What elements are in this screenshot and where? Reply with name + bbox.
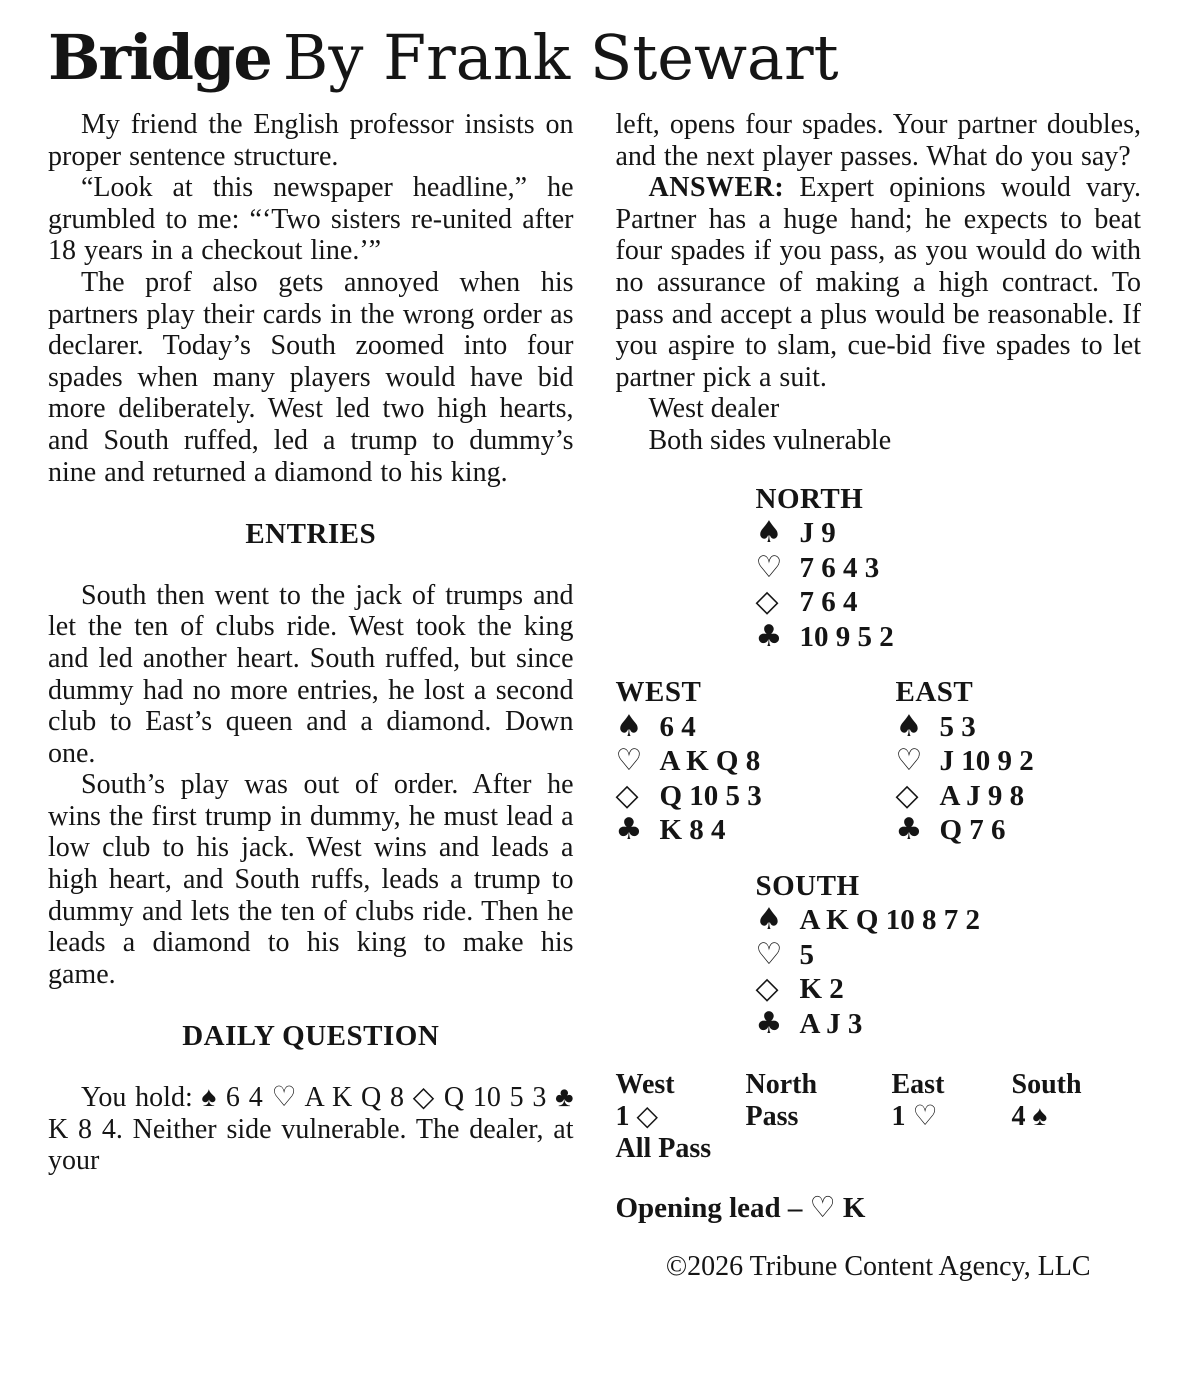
hand-east bbox=[896, 676, 1142, 848]
hand-south-hearts bbox=[756, 938, 1142, 973]
hand-south-spades bbox=[756, 903, 1142, 938]
cards: 5 3 bbox=[939, 710, 976, 743]
auction-header-south: South bbox=[1011, 1069, 1082, 1101]
hand-north bbox=[756, 483, 1142, 655]
diamond-icon: ◇ bbox=[755, 971, 779, 1007]
paragraph-intro-3: The prof also gets annoyed when his partners play their cards in the wrong order as declarer. Today’s South zoomed into four spades when many players would have bid more deliberately. West led two high hearts, and South ruffed, led a trump to dummy’s nine and returned a diamond to his king. bbox=[48, 266, 574, 488]
heart-icon: ♡ bbox=[755, 549, 783, 585]
masthead bbox=[48, 22, 1141, 95]
hand-north-diamonds bbox=[756, 585, 1142, 620]
hand-south-title: SOUTH bbox=[755, 869, 860, 902]
cards: A K Q 8 bbox=[659, 745, 761, 778]
column-title: Bridge bbox=[48, 21, 271, 94]
cards: J 9 bbox=[799, 517, 836, 550]
cards: K 2 bbox=[799, 973, 844, 1006]
opening-lead-line: Opening lead – ♡ K bbox=[615, 1192, 866, 1225]
paragraph-entries-1: South then went to the jack of trumps and let the ten of clubs ride. West took the king and led another heart. South ruffed, but since dummy had no more entries, he lost a second club to East’s queen and a diamond. Down one. bbox=[48, 579, 574, 769]
hand-east-title: EAST bbox=[895, 676, 974, 709]
hand-south-clubs bbox=[756, 1007, 1142, 1042]
hand-north-title: NORTH bbox=[755, 482, 864, 515]
hand-west bbox=[616, 676, 896, 848]
cards: 5 bbox=[799, 938, 814, 971]
hand-north-clubs bbox=[756, 620, 1142, 655]
paragraph-question-continued: left, opens four spades. Your partner doubles, and the next player passes. What do you say? bbox=[615, 109, 1141, 172]
auction-table bbox=[616, 1069, 1142, 1165]
diamond-icon: ◇ bbox=[755, 584, 779, 620]
answer-label: ANSWER: bbox=[648, 172, 785, 204]
deal-diagram bbox=[616, 483, 1142, 1042]
cards: 7 6 4 bbox=[799, 586, 858, 619]
daily-question-heading: DAILY QUESTION bbox=[182, 1020, 440, 1053]
paragraph-intro-1: My friend the English professor insists on proper sentence structure. bbox=[48, 109, 574, 172]
hand-north-hearts bbox=[756, 551, 1142, 586]
bid-south: 4 ♠ bbox=[1011, 1101, 1048, 1133]
spade-icon: ♠ bbox=[755, 515, 783, 551]
bid-north: Pass bbox=[745, 1101, 799, 1133]
diamond-icon: ◇ bbox=[615, 777, 639, 813]
club-icon: ♣ bbox=[615, 812, 643, 848]
paragraph-answer bbox=[616, 172, 1142, 393]
entries-heading: ENTRIES bbox=[245, 518, 377, 551]
cards: Q 7 6 bbox=[939, 814, 1006, 847]
heart-icon: ♡ bbox=[895, 743, 923, 779]
paragraph-entries-2: South’s play was out of order. After he wins the first trump in dummy, he must lead a low club to his jack. West wins and leads a high heart, and South ruffs, leads a trump to dummy and lets the ten of clubs ride. Then he leads a diamond to his king to make his game. bbox=[48, 769, 574, 990]
bid-east: 1 ♡ bbox=[891, 1101, 938, 1133]
auction-header-north: North bbox=[745, 1069, 818, 1101]
spade-icon: ♠ bbox=[755, 902, 783, 938]
column-byline: By Frank Stewart bbox=[282, 21, 839, 94]
hand-west-clubs bbox=[616, 813, 896, 848]
right-column bbox=[616, 109, 1142, 1282]
hand-east-clubs bbox=[896, 813, 1142, 848]
cards: K 8 4 bbox=[659, 814, 726, 847]
hand-west-spades bbox=[616, 710, 896, 745]
paragraph-intro-2: “Look at this newspaper headline,” he grumbled to me: “‘Two sisters re-united after 18 years in a checkout line.’” bbox=[48, 172, 574, 267]
auction-header-east: East bbox=[891, 1069, 945, 1101]
hands-west-east-row bbox=[616, 676, 1142, 848]
spade-icon: ♠ bbox=[895, 708, 923, 744]
heart-icon: ♡ bbox=[615, 743, 643, 779]
vulnerable-line: Both sides vulnerable bbox=[648, 424, 892, 456]
cards: 7 6 4 3 bbox=[799, 551, 880, 584]
club-icon: ♣ bbox=[755, 618, 783, 654]
spade-icon: ♠ bbox=[615, 708, 643, 744]
cards: Q 10 5 3 bbox=[659, 779, 762, 812]
hand-east-diamonds bbox=[896, 779, 1142, 814]
bid-west: 1 ◇ bbox=[615, 1101, 659, 1133]
cards: A J 3 bbox=[799, 1007, 863, 1040]
cards: A K Q 10 8 7 2 bbox=[799, 904, 980, 937]
cards: 6 4 bbox=[659, 710, 696, 743]
cards: A J 9 8 bbox=[939, 779, 1025, 812]
hand-north-spades bbox=[756, 516, 1142, 551]
heart-icon: ♡ bbox=[755, 936, 783, 972]
left-column bbox=[48, 109, 574, 1282]
hand-south bbox=[756, 870, 1142, 1042]
hand-south-diamonds bbox=[756, 972, 1142, 1007]
two-column-body bbox=[48, 109, 1141, 1282]
hand-west-title: WEST bbox=[615, 676, 702, 709]
auction-header-west: West bbox=[615, 1069, 675, 1101]
bid-all-pass: All Pass bbox=[615, 1133, 712, 1165]
cards: 10 9 5 2 bbox=[799, 620, 894, 653]
answer-text: Expert opinions would vary. Partner has a huge hand; he expects to beat four spades if you pass, as you would do with no assurance of making a high contract. To pass and accept a plus would be reasonable. If you aspire to slam, cue-bid five spades to let partner pick a suit. bbox=[615, 172, 1141, 393]
hand-east-spades bbox=[896, 710, 1142, 745]
hand-west-hearts bbox=[616, 744, 896, 779]
copyright-line: ©2026 Tribune Content Agency, LLC bbox=[665, 1250, 1091, 1282]
hand-west-diamonds bbox=[616, 779, 896, 814]
dealer-line: West dealer bbox=[648, 393, 780, 425]
club-icon: ♣ bbox=[755, 1005, 783, 1041]
hand-east-hearts bbox=[896, 744, 1142, 779]
cards: J 10 9 2 bbox=[939, 745, 1034, 778]
paragraph-daily-question: You hold: ♠ 6 4 ♡ A K Q 8 ◇ Q 10 5 3 ♣ K 8 4. Neither side vulnerable. The dealer, at your bbox=[48, 1082, 574, 1177]
diamond-icon: ◇ bbox=[895, 777, 919, 813]
club-icon: ♣ bbox=[895, 812, 923, 848]
